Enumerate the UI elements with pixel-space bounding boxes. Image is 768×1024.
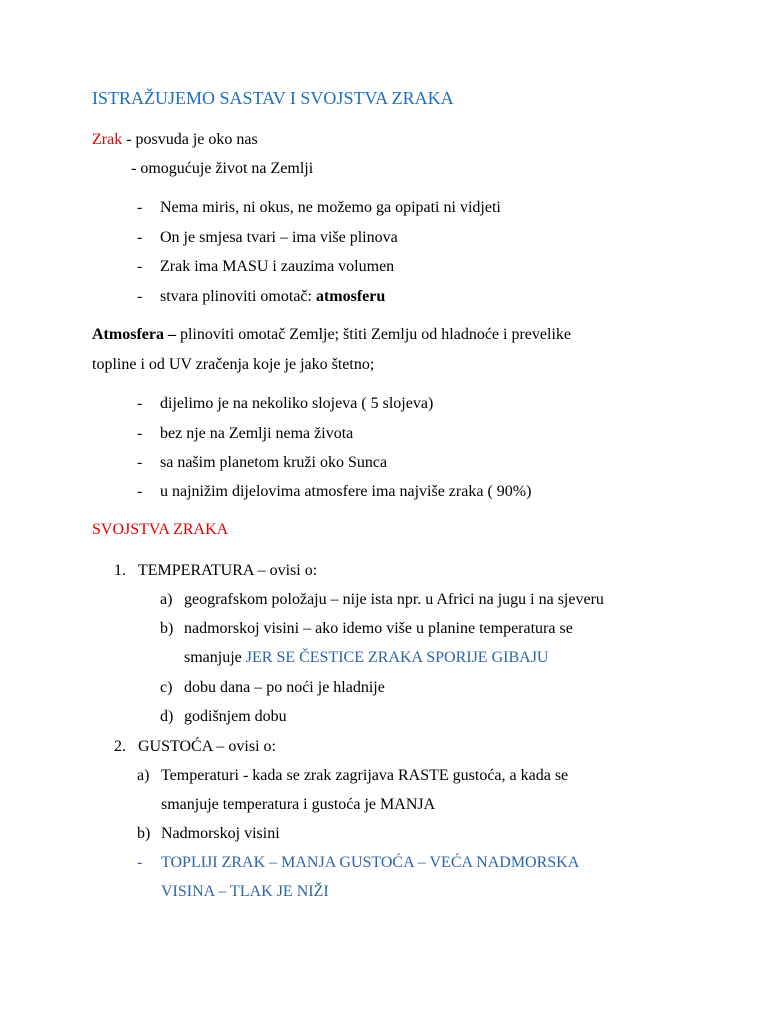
sub-letter: c) xyxy=(160,679,173,696)
list-number: 2. xyxy=(114,738,126,755)
bullet-text: Nema miris, ni okus, ne možemo ga opipati ni vidjeti xyxy=(160,199,501,216)
sub-text-continuation: smanjuje temperatura i gustoća je MANJA xyxy=(161,796,436,813)
sub-text-cont: smanjuje xyxy=(184,649,246,666)
intro-line-1 xyxy=(92,130,258,150)
sub-letter: a) xyxy=(160,591,173,608)
sub-text-cont-highlight: JER SE ČESTICE ZRAKA SPORIJE GIBAJU xyxy=(245,649,549,666)
bullet-marker: - xyxy=(137,454,143,471)
bullet-text: bez nje na Zemlji nema života xyxy=(160,425,354,442)
sub-letter: b) xyxy=(160,620,174,637)
bullet-marker: - xyxy=(137,395,143,412)
bullet-text: Zrak ima MASU i zauzima volumen xyxy=(160,258,395,275)
bullet-marker: - xyxy=(137,229,143,246)
intro-line-2: - omogućuje život na Zemlji xyxy=(131,160,314,177)
sub-letter: b) xyxy=(137,825,151,842)
dash-text: TOPLIJI ZRAK – MANJA GUSTOĆA – VEĆA NADMORSKA xyxy=(161,854,580,871)
bullet-marker: - xyxy=(137,288,143,305)
bullet-text: dijelimo je na nekoliko slojeva ( 5 slojeva) xyxy=(160,395,434,412)
sub-text: dobu dana – po noći je hladnije xyxy=(184,679,385,696)
bullet-marker: - xyxy=(137,425,143,442)
dash-marker: - xyxy=(137,854,143,871)
intro-text-1: - posvuda je oko nas xyxy=(122,131,258,148)
sub-text: nadmorskoj visini – ako idemo više u planine temperatura se xyxy=(184,620,573,637)
atmosfera-text-1: plinoviti omotač Zemlje; štiti Zemlju od hladnoće i prevelike xyxy=(175,326,571,343)
dash-text-continuation: VISINA – TLAK JE NIŽI xyxy=(161,883,329,900)
bullet-text: On je smjesa tvari – ima više plinova xyxy=(160,229,398,246)
bullet-marker: - xyxy=(137,483,143,500)
list-number: 1. xyxy=(114,562,126,579)
page-title: ISTRAŽUJEMO SASTAV I SVOJSTVA ZRAKA xyxy=(92,88,454,108)
sub-text: Nadmorskoj visini xyxy=(161,825,280,842)
list-item-text: TEMPERATURA – ovisi o: xyxy=(138,562,318,579)
sub-text-continuation xyxy=(184,648,548,668)
atmosfera-term: Atmosfera – xyxy=(92,326,176,343)
list-item-text: GUSTOĆA – ovisi o: xyxy=(138,738,276,755)
section-heading: SVOJSTVA ZRAKA xyxy=(92,521,229,538)
sub-letter: a) xyxy=(137,767,150,784)
atmosfera-line-2: topline i od UV zračenja koje je jako štetno; xyxy=(92,356,375,373)
sub-letter: d) xyxy=(160,708,174,725)
bullet-bold-term: atmosferu xyxy=(315,288,386,305)
bullet-marker: - xyxy=(137,199,143,216)
bullet-text: stvara plinoviti omotač: xyxy=(160,288,316,305)
bullet-text: sa našim planetom kruži oko Sunca xyxy=(160,454,388,471)
sub-text: godišnjem dobu xyxy=(184,708,287,725)
bullet-line xyxy=(160,287,385,307)
sub-text: Temperaturi - kada se zrak zagrijava RASTE gustoća, a kada se xyxy=(161,767,569,784)
atmosfera-line-1 xyxy=(92,325,571,345)
sub-text: geografskom položaju – nije ista npr. u Africi na jugu i na sjeveru xyxy=(184,591,604,608)
bullet-marker: - xyxy=(137,258,143,275)
intro-term: Zrak xyxy=(92,131,123,148)
bullet-text: u najnižim dijelovima atmosfere ima najviše zraka ( 90%) xyxy=(160,483,532,500)
